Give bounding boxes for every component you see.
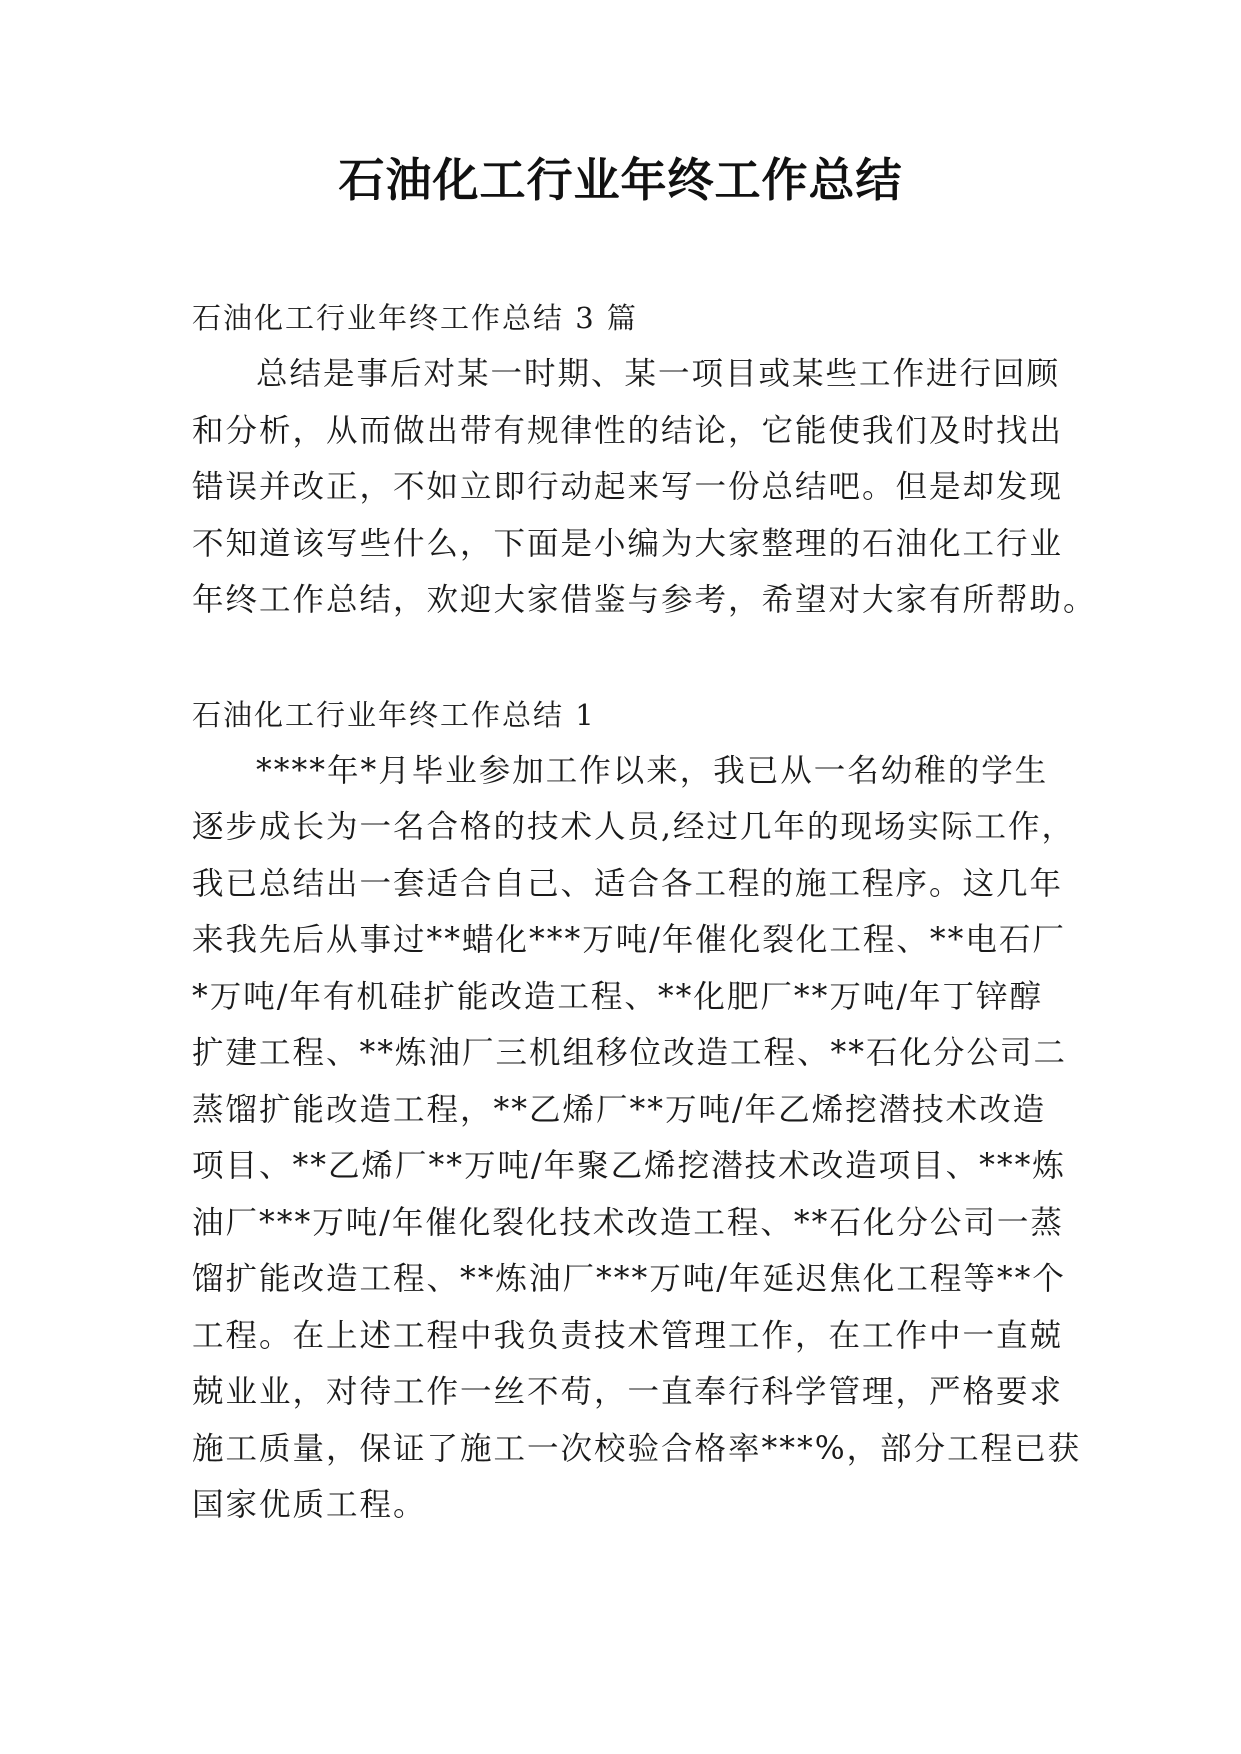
- document-body: [192, 290, 1097, 1534]
- section1-line: 兢业业，对待工作一丝不苟，一直奉行科学管理，严格要求: [192, 1374, 1064, 1410]
- section1-line: 馏扩能改造工程、**炼油厂***万吨/年延迟焦化工程等**个: [192, 1261, 1066, 1297]
- intro-paragraph: [192, 346, 1097, 629]
- section1-line: 施工质量，保证了施工一次校验合格率***%，部分工程已获: [192, 1430, 1082, 1467]
- section1-line: 我已总结出一套适合自己、适合各工程的施工程序。这几年: [192, 865, 1064, 902]
- intro-line: 年终工作总结，欢迎大家借鉴与参考，希望对大家有所帮助。: [192, 582, 1097, 618]
- section1-line: 油厂***万吨/年催化裂化技术改造工程、**石化分公司一蒸: [192, 1204, 1064, 1241]
- section-spacer: [192, 629, 1052, 687]
- section1-line: 蒸馏扩能改造工程，**乙烯厂**万吨/年乙烯挖潜技术改造: [192, 1091, 1047, 1128]
- intro-heading: 石油化工行业年终工作总结 3 篇: [192, 301, 638, 335]
- section1-paragraph: [192, 743, 1082, 1534]
- section1-line: 逐步成长为一名合格的技术人员,经过几年的现场实际工作，: [192, 809, 1076, 845]
- section1-line: 项目、**乙烯厂**万吨/年聚乙烯挖潜技术改造项目、***炼: [192, 1148, 1066, 1184]
- section1-line: 国家优质工程。: [192, 1487, 427, 1523]
- section1-line: ****年*月毕业参加工作以来，我已从一名幼稚的学生: [256, 752, 1049, 789]
- section1-heading: 石油化工行业年终工作总结 1: [192, 697, 596, 732]
- section1-line: 工程。在上述工程中我负责技术管理工作，在工作中一直兢: [192, 1317, 1064, 1354]
- section1-line: *万吨/年有机硅扩能改造工程、**化肥厂**万吨/年丁锌醇: [192, 978, 1043, 1015]
- section1-line: 来我先后从事过**蜡化***万吨/年催化裂化工程、**电石厂: [192, 922, 1066, 958]
- section1-line: 扩建工程、**炼油厂三机组移位改造工程、**石化分公司二: [192, 1035, 1068, 1071]
- intro-line: 总结是事后对某一时期、某一项目或某些工作进行回顾: [256, 356, 1061, 392]
- intro-line: 不知道该写些什么，下面是小编为大家整理的石油化工行业: [192, 525, 1064, 562]
- intro-line: 错误并改正，不如立即行动起来写一份总结吧。但是却发现: [192, 469, 1064, 505]
- intro-line: 和分析，从而做出带有规律性的结论，它能使我们及时找出: [192, 412, 1064, 449]
- document-title: 石油化工行业年终工作总结: [338, 153, 903, 207]
